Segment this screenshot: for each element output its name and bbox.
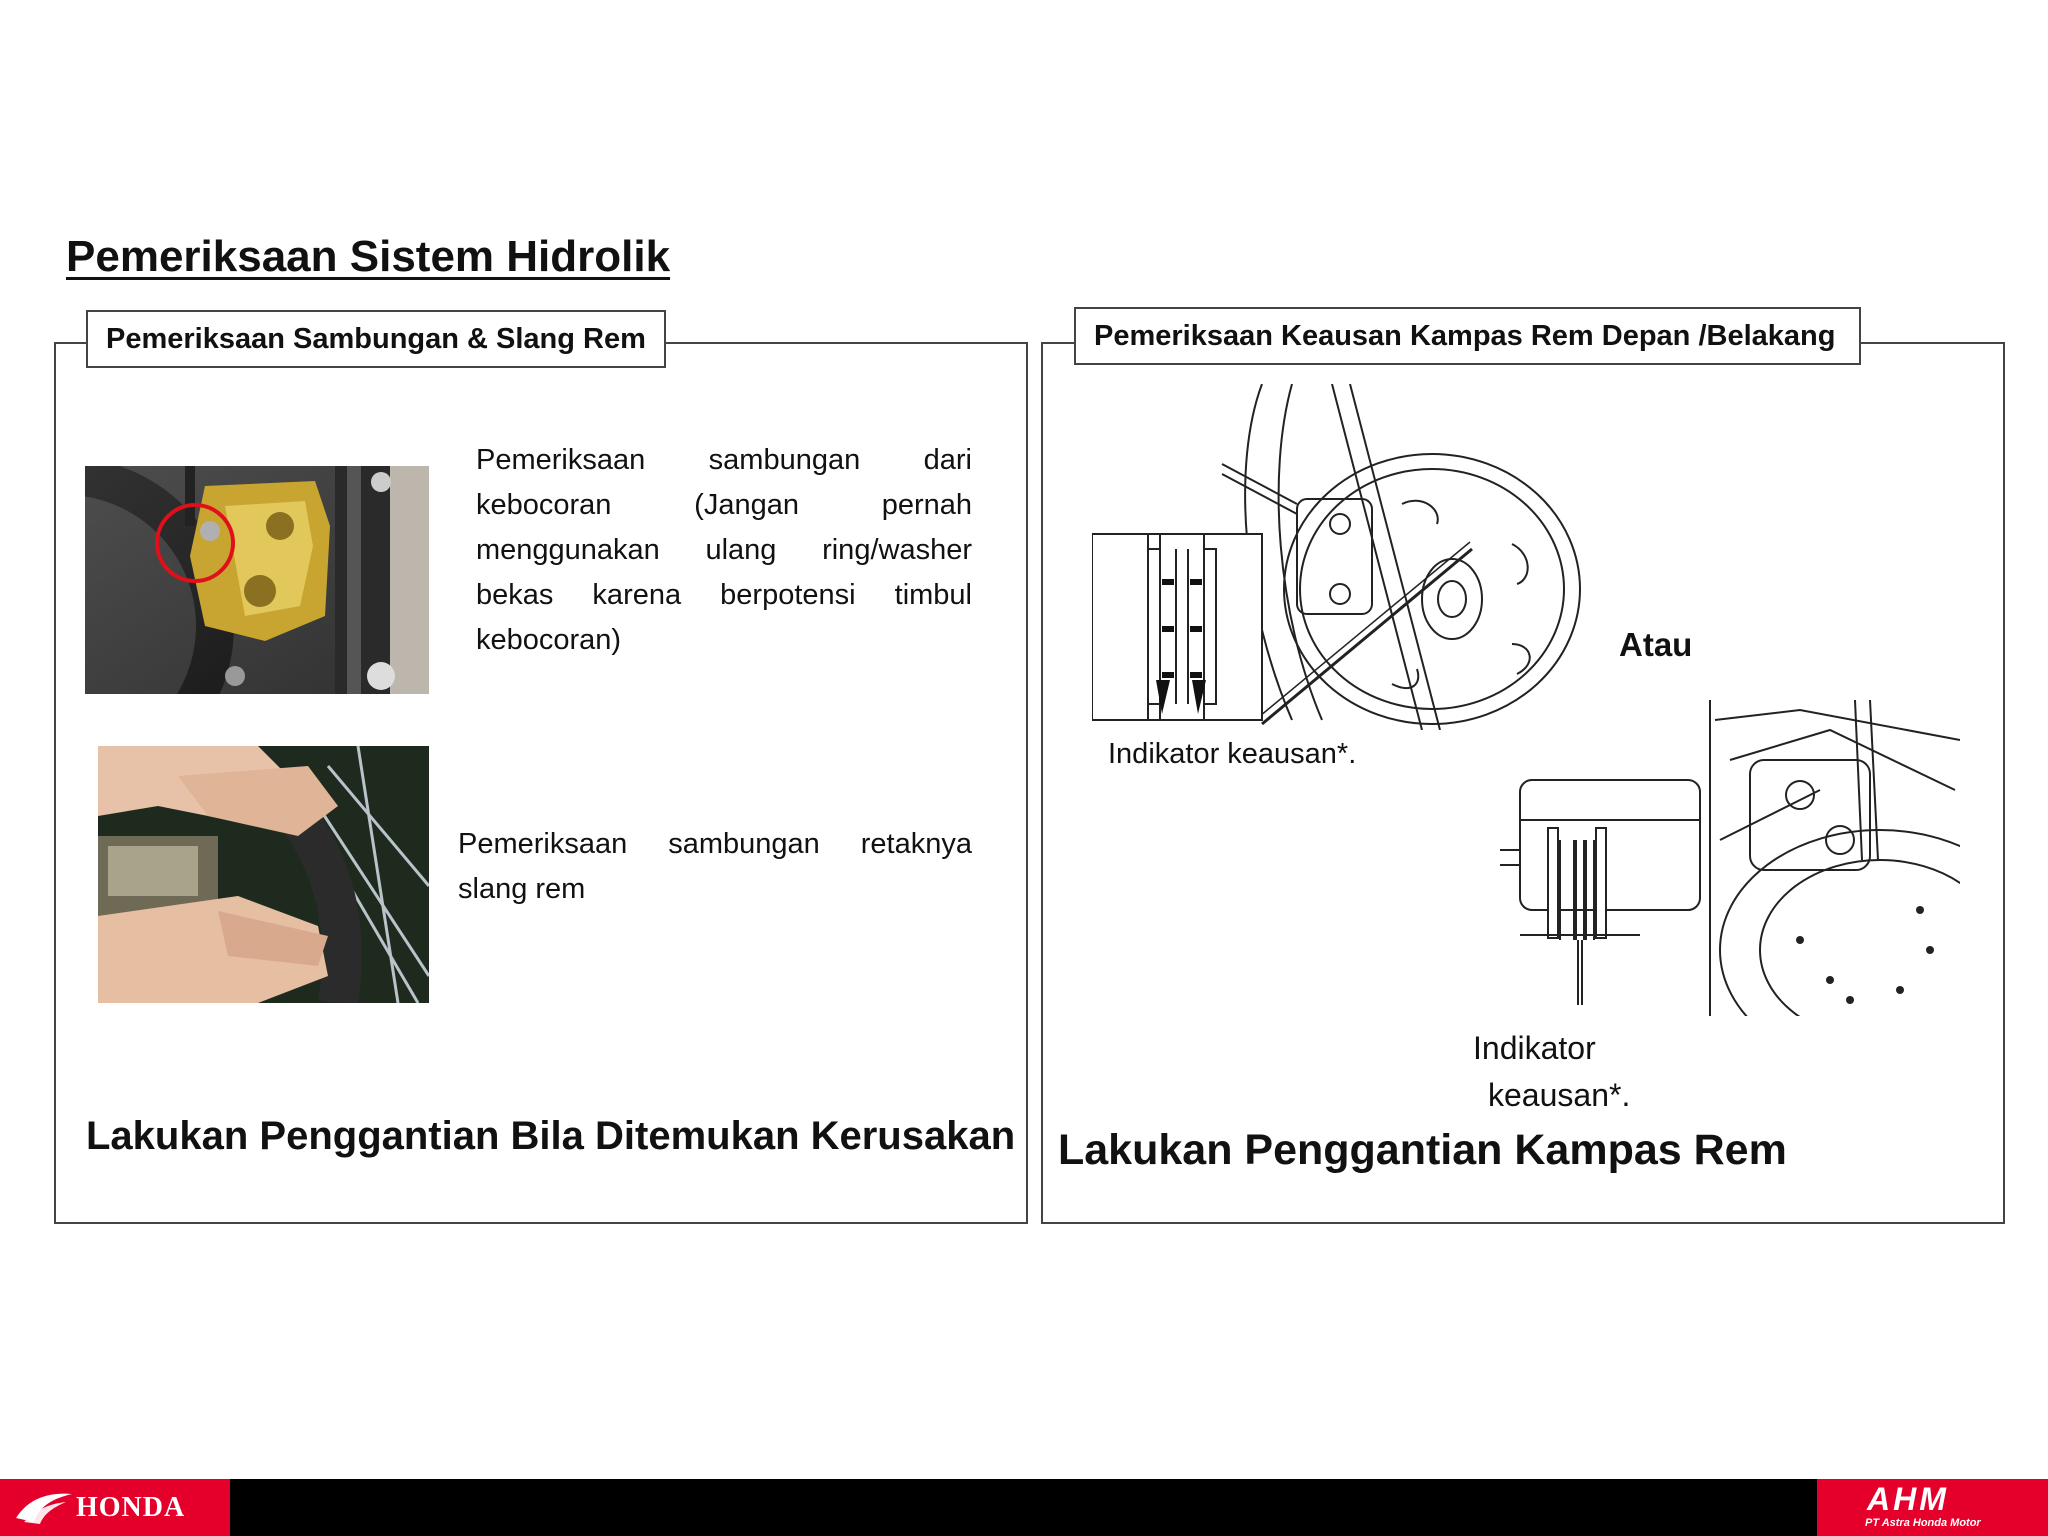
item1-text: Pemeriksaan sambungan dari kebocoran (Jangan pernah menggunakan ulang ring/washer bekas karena berpotensi timbul kebocoran) — [476, 444, 972, 656]
left-conclusion: Lakukan Penggantian Bila Ditemukan Kerusakan — [86, 1114, 1016, 1158]
front-brake-drawing — [1092, 384, 1592, 730]
front-caliper-line-art — [1092, 384, 1592, 730]
honda-logo-block — [0, 1479, 230, 1536]
honda-wordmark: HONDA — [76, 1491, 186, 1523]
left-panel-tab — [86, 310, 666, 368]
footer-bar — [0, 1479, 2048, 1536]
caption-bottom-line2: keausan*. — [1488, 1077, 1631, 1113]
caption-top: Indikator keausan*. — [1108, 738, 1357, 770]
right-panel-tab-label: Pemeriksaan Keausan Kampas Rem Depan /Belakang — [1094, 319, 1836, 352]
atau-label: Atau — [1619, 626, 1693, 663]
item2-text: Pemeriksaan sambungan retaknya slang rem — [458, 828, 972, 905]
ahm-logo-block — [1817, 1479, 2048, 1536]
caption-bottom-line1: Indikator — [1473, 1030, 1596, 1066]
ahm-tagline: PT Astra Honda Motor — [1865, 1517, 1981, 1529]
honda-wing-icon — [14, 1488, 74, 1528]
brake-hose-photo — [98, 746, 429, 1003]
caliper-joint-illustration — [85, 466, 429, 694]
page-title: Pemeriksaan Sistem Hidrolik — [66, 232, 671, 281]
right-panel-tab — [1074, 307, 1861, 365]
ahm-logo: AHM — [1867, 1481, 1949, 1517]
rear-brake-drawing — [1500, 700, 1960, 1016]
right-conclusion: Lakukan Penggantian Kampas Rem — [1058, 1126, 1787, 1174]
brake-hose-illustration — [98, 746, 429, 1003]
caliper-joint-photo — [85, 466, 429, 694]
rear-caliper-line-art — [1500, 700, 1960, 1016]
left-panel-tab-label: Pemeriksaan Sambungan & Slang Rem — [106, 322, 646, 355]
